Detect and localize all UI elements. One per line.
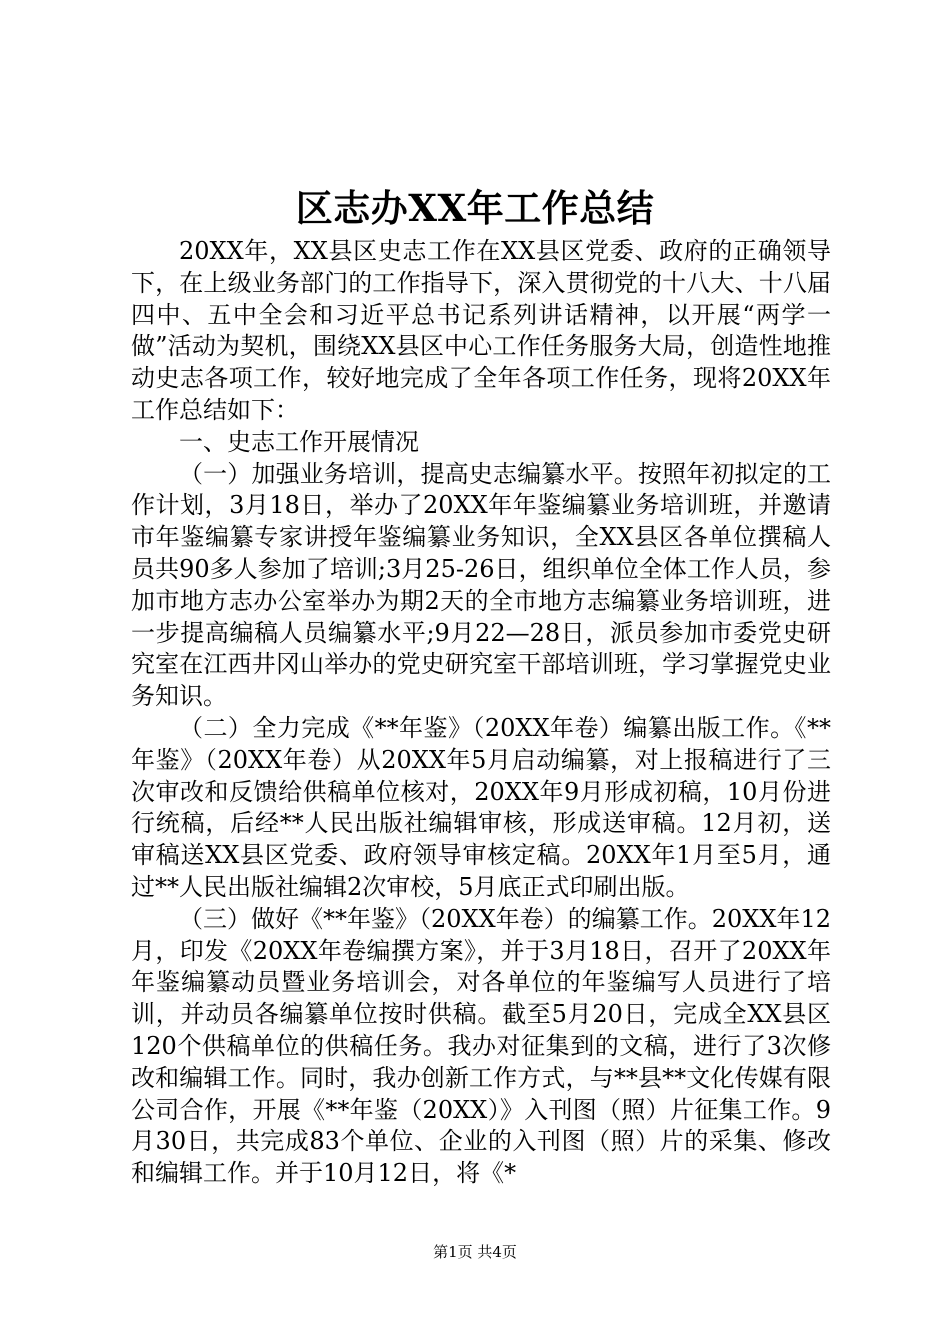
paragraph-yearbook-publication: （二）全力完成《**年鉴》（20XX年卷）编纂出版工作。《**年鉴》（20XX年卷）从20XX年5月启动编纂，对上报稿进行了三次审改和反馈给供稿单位核对，20XX年9月形成初稿，10月份进行统稿，后经**人民出版社编辑审核，形成送审稿。12月初，送审稿送XX县区党委、政府领导审核定稿。20XX年1月至5月，通过**人民出版社编辑2次审校，5月底正式印刷出版。 [131, 713, 831, 901]
section-heading: 一、史志工作开展情况 [179, 427, 419, 456]
document-title: 区志办XX年工作总结 [295, 186, 655, 230]
paragraph-training: （一）加强业务培训，提高史志编纂水平。按照年初拟定的工作计划，3月18日，举办了20XX年年鉴编纂业务培训班，并邀请市年鉴编纂专家讲授年鉴编纂业务知识，全XX县区各单位撰稿人员共90多人参加了培训;3月25-26日，组织单位全体工作人员，参加市地方志办公室举办为期2天的全市地方志编纂业务培训班，进一步提高编稿人员编纂水平;9月22—28日，派员参加市委党史研究室在江西井冈山举办的党史研究室干部培训班，学习掌握党史业务知识。 [131, 459, 831, 711]
page-footer: 第1页 共4页 [433, 1243, 517, 1261]
document-body [131, 236, 831, 1190]
intro-paragraph: 20XX年，XX县区史志工作在XX县区党委、政府的正确领导下，在上级业务部门的工作指导下，深入贯彻党的十八大、十八届四中、五中全会和习近平总书记系列讲话精神，以开展“两学一做”活动为契机，围绕XX县区中心工作任务服务大局，创造性地推动史志各项工作，较好地完成了全年各项工作任务，现将20XX年工作总结如下： [131, 237, 831, 424]
paragraph-yearbook-compilation: （三）做好《**年鉴》（20XX年卷）的编纂工作。20XX年12月，印发《20XX年卷编撰方案》，并于3月18日，召开了20XX年年鉴编纂动员暨业务培训会，对各单位的年鉴编写人员进行了培训，并动员各编纂单位按时供稿。截至5月20日，完成全XX县区120个供稿单位的供稿任务。我办对征集到的文稿，进行了3次修改和编辑工作。同时，我办创新工作方式，与**县**文化传媒有限公司合作，开展《**年鉴（20XX）》入刊图（照）片征集工作。9月30日，共完成83个单位、企业的入刊图（照）片的采集、修改和编辑工作。并于10月12日，将《* [131, 904, 831, 1188]
